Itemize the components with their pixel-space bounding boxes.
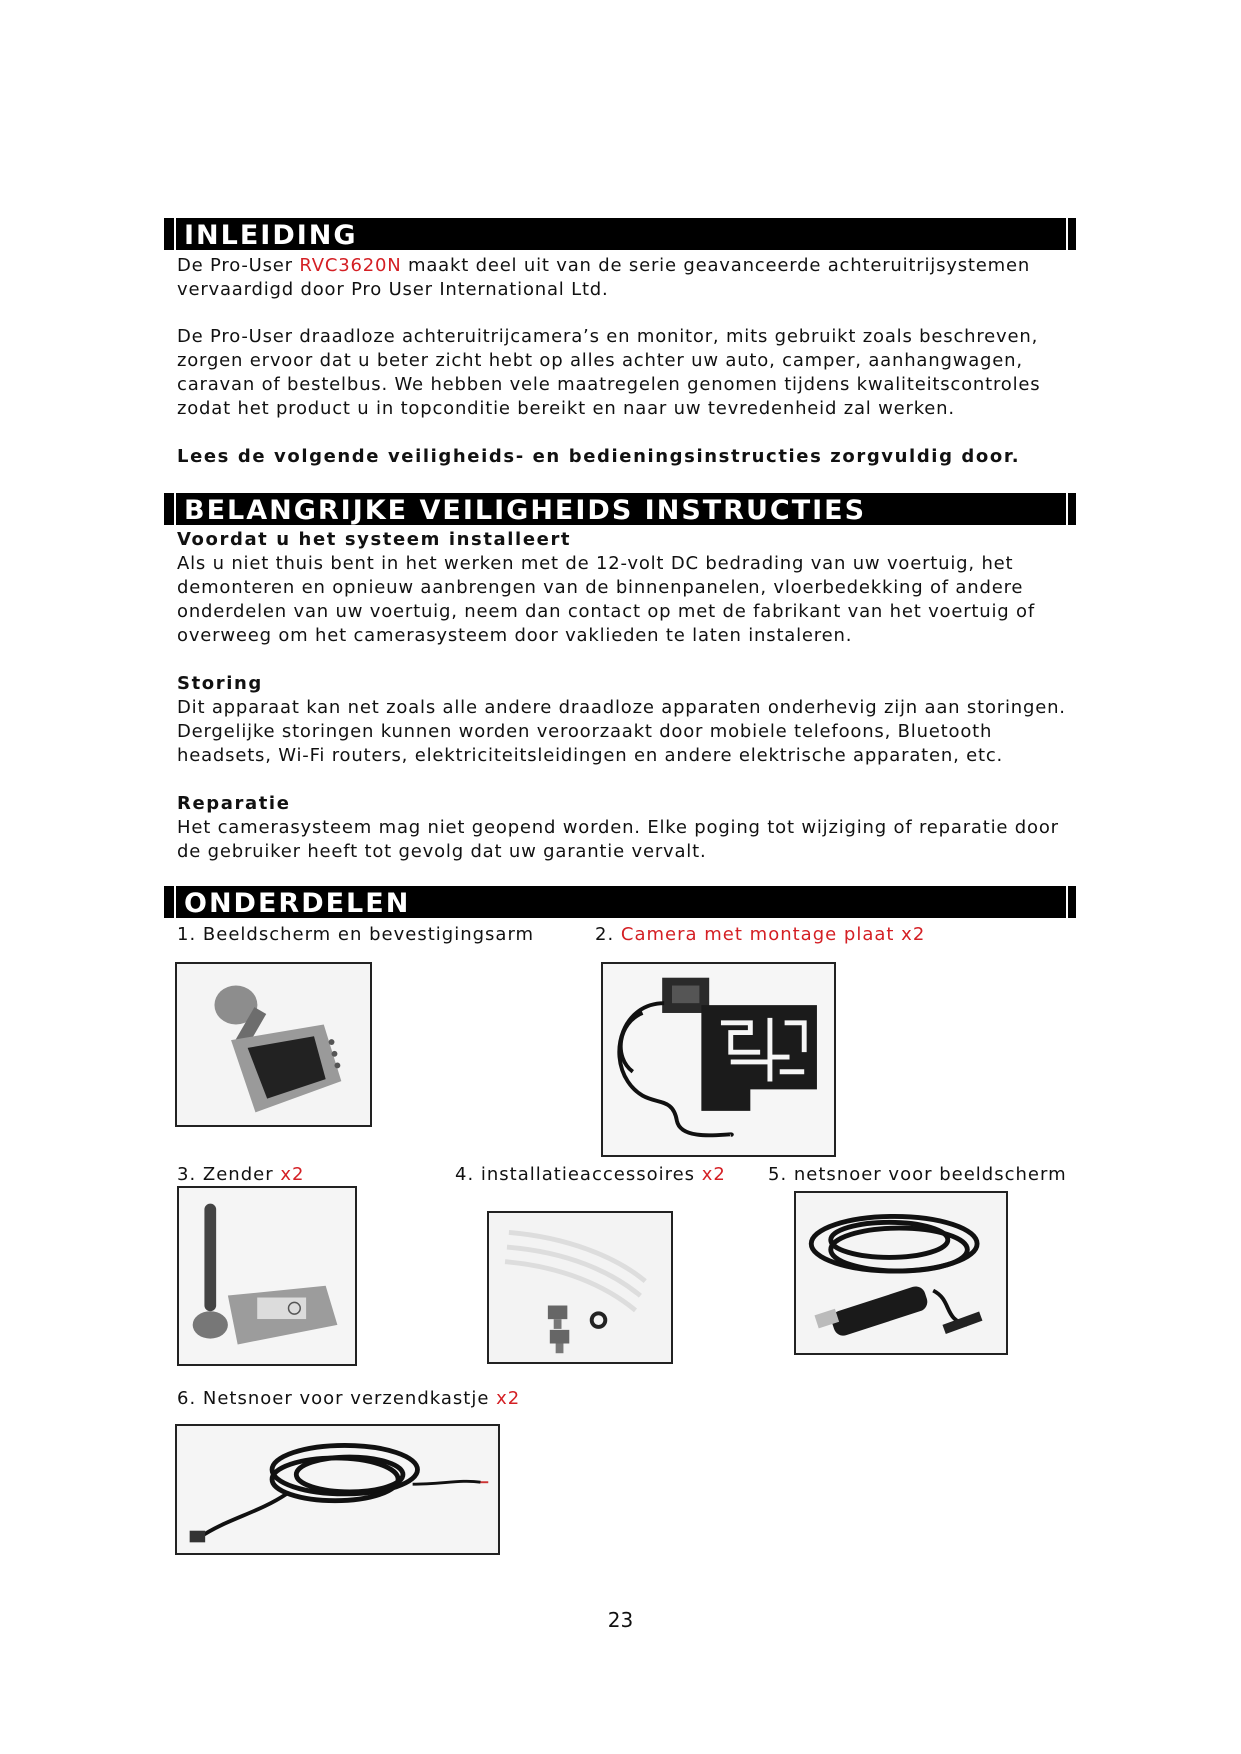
install-heading: Voordat u het systeem installeert (177, 529, 572, 550)
intro-paragraph-2: De Pro-User draadloze achteruitrijcamera’s en monitor, mits gebruikt zoals beschreven, zorgen ervoor dat u beter zicht hebt op alles achter uw auto, camper, aanhangwagen, caravan of bestelbus. We hebben vele maatregelen genomen tijdens kwaliteitscontroles zodat het product u in topconditie bereikt en naar uw tevredenheid zal werken. (177, 326, 1041, 419)
interference-heading: Storing (177, 673, 263, 694)
intro-paragraph-1: De Pro-User RVC3620N maakt deel uit van de serie geavanceerde achteruitrijsystemen vervaardigd door Pro User International Ltd. (177, 255, 1031, 300)
section-title-safety: BELANGRIJKE VEILIGHEIDS INSTRUCTIES (184, 495, 867, 526)
section-bar-safety (164, 493, 1076, 525)
monitor-with-suction-mount-photo (175, 962, 372, 1127)
camera-with-mounting-plate-photo (601, 962, 836, 1157)
part-caption-1: 1. Beeldscherm en bevestigingsarm (177, 924, 535, 945)
section-bar-parts (164, 886, 1076, 918)
part-caption-2: 2. Camera met montage plaat x2 (595, 924, 926, 945)
section-title-parts: ONDERDELEN (184, 888, 411, 919)
part-caption-3: 3. Zender x2 (177, 1164, 305, 1185)
repair-heading: Reparatie (177, 793, 291, 814)
intro-bold-note: Lees de volgende veiligheids- en bedieningsinstructies zorgvuldig door. (177, 446, 1021, 467)
section-title-intro: INLEIDING (184, 220, 358, 251)
install-paragraph: Als u niet thuis bent in het werken met de 12-volt DC bedrading van uw voertuig, het demonteren en opnieuw aanbrengen van de binnenpanelen, vloerbedekking of andere onderdelen van uw voertuig, neem dan contact op met de fabrikant van het voertuig of overweeg om het camerasysteem door vaklieden te laten instaleren. (177, 553, 1035, 646)
model-number: RVC3620N (299, 255, 402, 276)
part-caption-6: 6. Netsnoer voor verzendkastje x2 (177, 1388, 521, 1409)
repair-paragraph: Het camerasysteem mag niet geopend worden. Elke poging tot wijziging of reparatie door de gebruiker heeft tot gevolg dat uw garantie vervalt. (177, 817, 1059, 862)
part-caption-5: 5. netsnoer voor beeldscherm (768, 1164, 1067, 1185)
transmitter-power-cord-photo (175, 1424, 500, 1555)
interference-paragraph: Dit apparaat kan net zoals alle andere draadloze apparaten onderhevig zijn aan storingen. Dergelijke storingen kunnen worden veroorzaakt door mobiele telefoons, Bluetooth headsets, Wi-Fi routers, elektriciteitsleidingen en andere elektrische apparaten, etc. (177, 697, 1066, 766)
part-caption-4: 4. installatieaccessoires x2 (455, 1164, 726, 1185)
section-bar-intro (164, 218, 1076, 250)
monitor-power-cord-photo (794, 1191, 1008, 1355)
page-number: 23 (607, 1608, 634, 1632)
transmitter-photo (177, 1186, 357, 1366)
installation-accessories-photo (487, 1211, 673, 1364)
